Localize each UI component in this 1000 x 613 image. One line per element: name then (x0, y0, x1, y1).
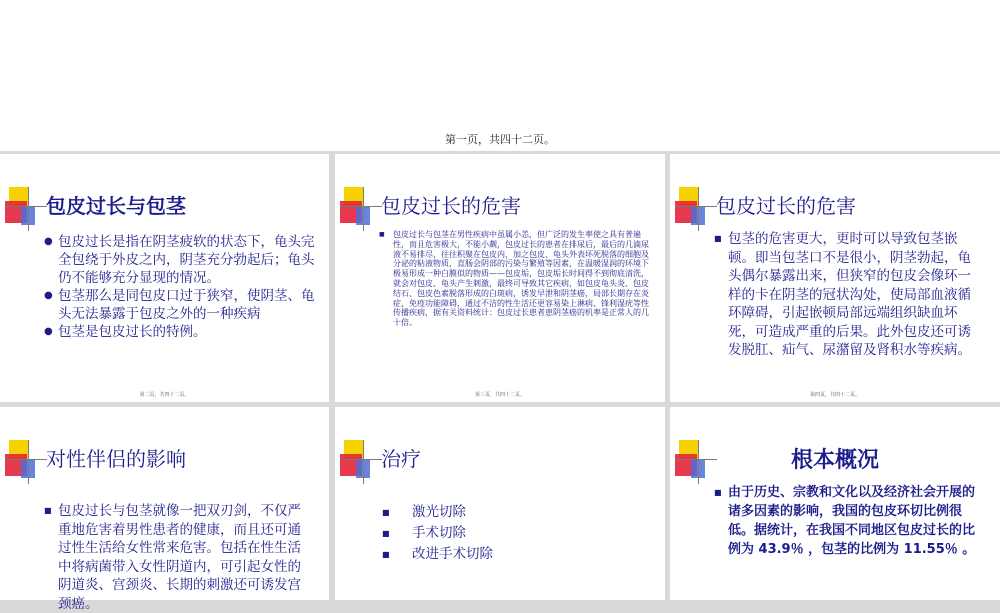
slide-decoration (340, 187, 382, 229)
bullet-item: ■ 包皮过长与包茎就像一把双刃剑，不仅严重地危害着男性患者的健康，而且还可通过性生活给女性常来危害。包括在性生活中将病菌带入女性阴道内，可引起女性的阴道炎、宫颈炎、长期的刺激还可诱发宫颈癌。 (44, 503, 301, 612)
slide-title: 根本概况 (790, 448, 879, 473)
slide-decoration (340, 440, 382, 482)
bullet-item: ■ 激光切除 (382, 504, 466, 520)
bullet-item: ■ 改进手术切除 (382, 546, 493, 562)
slide-title: 治疗 (381, 447, 421, 471)
slide-title: 包皮过长与包茎 (46, 194, 186, 218)
bullet-item: ■ 手术切除 (382, 525, 466, 541)
page-caption: 第一页，共四十二页。 (445, 133, 555, 146)
slide-1[interactable] (0, 154, 329, 402)
top-band (0, 0, 1000, 151)
slide-footer: 第四页，共四十二页。 (809, 392, 860, 398)
slide-footer: 第二页，共四十二页。 (139, 392, 190, 398)
bullet-item: ● 包皮过长是指在阴茎疲软的状态下，龟头完全包绕于外皮之内，阴茎充分勃起后；龟头仍不能够充分显现的情况。 (44, 234, 315, 286)
slide-6[interactable] (670, 407, 1000, 600)
slide-decoration (5, 187, 47, 229)
bullet-item: ● 包茎那么是同包皮口过于狭窄，使阴茎、龟头无法暴露于包皮之外的一种疾病 (44, 288, 315, 322)
slide-5[interactable] (335, 407, 665, 600)
slide-4[interactable] (0, 407, 329, 612)
slide-2[interactable] (335, 154, 665, 402)
slide-decoration (5, 440, 47, 482)
bullet-item: ■ 包茎的危害更大，更时可以导致包茎嵌顿。即当包茎口不是很小，阴茎勃起，龟头偶尔暴露出来，但狭窄的包皮会像环一样的卡在阴茎的冠状沟处，使局部血液循环障碍，引起嵌顿局部远端组织缺血坏死，可造成严重的后果。此外包皮还可诱发脱肛、疝气、尿潴留及肾积水等疾病。 (714, 231, 971, 358)
bullet-item: ■ 包皮过长与包茎在男性疾病中虽属小恙，但广泛的发生率使之具有普遍性，而且危害极大，不能小觑，包皮过长的患者在排尿后，最后的几滴尿液不易排尽，往往积聚在包皮内，加之包皮、龟头外表坏死脱落的细胞及分泌的粘液物质，直肠会阴部的污染与繁殖等因素，在温暖湿润的环境下极易形成一种白膜似的物质——包皮垢，包皮垢长时间得不到彻底清洗，就会对包皮、龟头产生刺激，最终可导致其它疾病，如包皮龟头炎、包皮结石、包皮色素脱落形成的白斑病，诱发早泄和阴茎癌，局部长期存在炎症，免疫功能障碍，通过不洁的性生活还更容易染上淋病、锋利湿疣等性传播疾病，据有关资料统计：包皮过长患者患阴茎癌的机率是正常人的几十倍。 (379, 230, 649, 328)
slide-decoration (675, 187, 717, 229)
slide-3[interactable] (670, 154, 1000, 402)
slide-title: 包皮过长的危害 (716, 194, 856, 218)
slide-title: 包皮过长的危害 (381, 194, 521, 218)
bullet-item: ■ 由于历史、宗教和文化以及经济社会开展的诸多因素的影响，我国的包皮环切比例很低。据统计，在我国不同地区包皮过长的比例为 43.9％ ，包茎的比例为 11.55％ 。 (714, 485, 976, 557)
bullet-item: ● 包茎是包皮过长的特例。 (44, 324, 207, 340)
slide-title: 对性伴侣的影响 (46, 447, 186, 471)
slide-footer: 第三页，共四十二页。 (474, 392, 525, 398)
